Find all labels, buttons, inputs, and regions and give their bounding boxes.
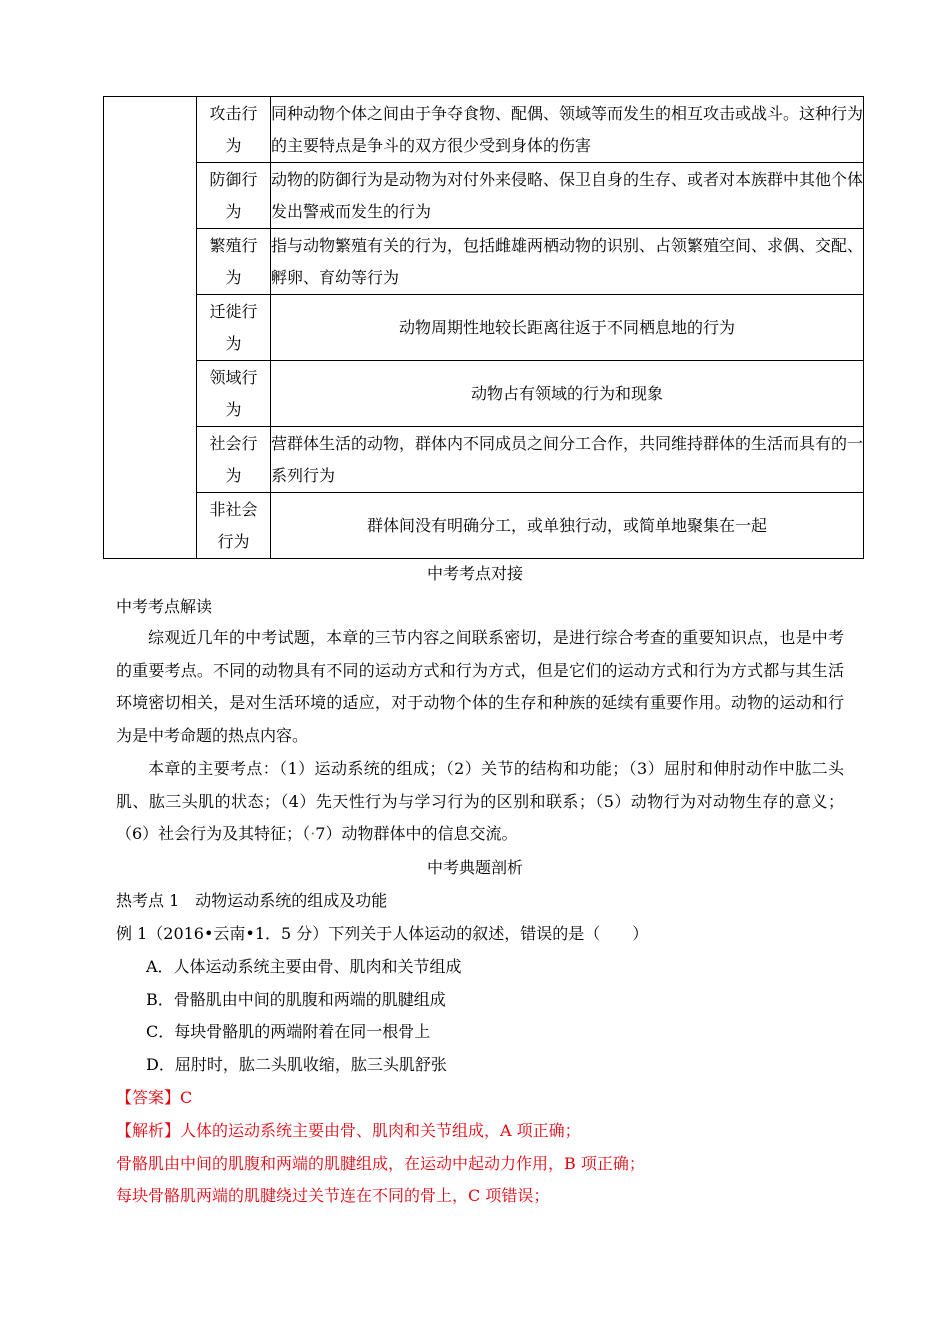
analysis-line: 【解析】人体的运动系统主要由骨、肌肉和关节组成，A 项正确； bbox=[116, 1121, 581, 1140]
paragraph-key-points: 本章的主要考点：（1）运动系统的组成；（2）关节的结构和功能；（3）屈肘和伸肘动作中肱二头肌、肱三头肌的状态；（4）先天性行为与学习行为的区别和联系；（5）动物行为对动物生存的意义；（6）社会行为及其特征；（·7）动物群体中的信息交流。 bbox=[116, 759, 844, 844]
analysis-line: 骨骼肌由中间的肌腹和两端的肌腱组成，在运动中起动力作用，B 项正确； bbox=[116, 1154, 645, 1173]
behavior-description: 动物的防御行为是动物为对付外来侵略、保卫自身的生存、或者对本族群中其他个体发出警戒而发生的行为 bbox=[271, 163, 864, 229]
behavior-description: 同种动物个体之间由于争夺食物、配偶、领域等而发生的相互攻击或战斗。这种行为的主要特点是争斗的双方很少受到身体的伤害 bbox=[271, 97, 864, 163]
green-dot-mark: · bbox=[310, 824, 316, 844]
behavior-description: 指与动物繁殖有关的行为，包括雌雄两栖动物的识别、占领繁殖空间、求偶、交配、孵卵、育幼等行为 bbox=[271, 229, 864, 295]
section-title-typical-questions: 中考典题剖析 bbox=[426, 858, 523, 877]
table-row bbox=[104, 427, 864, 493]
behavior-name: 攻击行 为 bbox=[197, 97, 271, 163]
section-title-exam-points: 中考考点对接 bbox=[426, 564, 523, 583]
behavior-name: 领域行 为 bbox=[197, 361, 271, 427]
table-row bbox=[104, 295, 864, 361]
table-row bbox=[104, 163, 864, 229]
table-row bbox=[104, 493, 864, 559]
option-c: C．每块骨骼肌的两端附着在同一根骨上 bbox=[146, 1022, 431, 1041]
table-row bbox=[104, 229, 864, 295]
behavior-name: 非社会 行为 bbox=[197, 493, 271, 559]
table-row bbox=[104, 97, 864, 163]
subsection-heading: 中考考点解读 bbox=[116, 597, 213, 616]
behavior-description: 营群体生活的动物，群体内不同成员之间分工合作，共同维持群体的生活而具有的一系列行为 bbox=[271, 427, 864, 493]
option-b: B．骨骼肌由中间的肌腹和两端的肌腱组成 bbox=[146, 990, 446, 1009]
behavior-name: 防御行 为 bbox=[197, 163, 271, 229]
behavior-description: 群体间没有明确分工，或单独行动，或简单地聚集在一起 bbox=[271, 493, 864, 559]
behavior-table bbox=[103, 96, 864, 559]
behavior-name: 繁殖行 为 bbox=[197, 229, 271, 295]
behavior-name: 迁徙行 为 bbox=[197, 295, 271, 361]
option-a: A．人体运动系统主要由骨、肌肉和关节组成 bbox=[146, 957, 462, 976]
behavior-description: 动物周期性地较长距离往返于不同栖息地的行为 bbox=[271, 295, 864, 361]
table-row bbox=[104, 361, 864, 427]
option-d: D．屈肘时，肱二头肌收缩，肱三头肌舒张 bbox=[146, 1055, 447, 1074]
example-question: 例 1（2016•云南•1．5 分）下列关于人体运动的叙述，错误的是（ ） bbox=[116, 924, 649, 943]
table-blank-column bbox=[104, 97, 197, 559]
analysis-line: 每块骨骼肌两端的肌腱绕过关节连在不同的骨上，C 项错误； bbox=[116, 1186, 550, 1205]
answer-line: 【答案】C bbox=[116, 1088, 193, 1107]
behavior-name: 社会行 为 bbox=[197, 427, 271, 493]
paragraph-overview: 综观近几年的中考试题，本章的三节内容之间联系密切，是进行综合考查的重要知识点，也是中考的重要考点。不同的动物具有不同的运动方式和行为方式，但是它们的运动方式和行为方式都与其生活环境密切相关，是对生活环境的适应，对于动物个体的生存和种族的延续有重要作用。动物的运动和行为是中考命题的热点内容。 bbox=[116, 628, 844, 745]
behavior-description: 动物占有领域的行为和现象 bbox=[271, 361, 864, 427]
hot-point-heading: 热考点 1 动物运动系统的组成及功能 bbox=[116, 891, 388, 910]
